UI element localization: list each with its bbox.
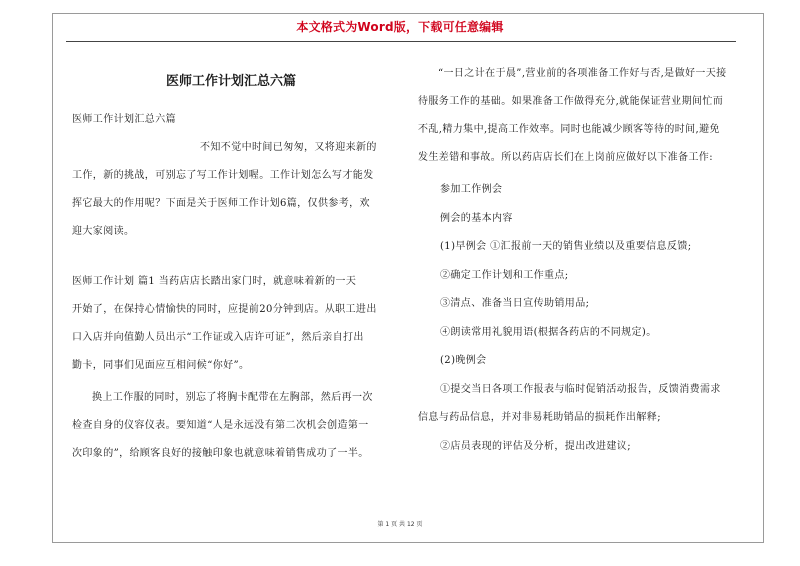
left-column [72, 64, 390, 468]
list-item: (1)早例会 ①汇报前一天的销售业绩以及重要信息反馈; [440, 241, 692, 252]
section2-line: 换上工作服的同时，别忘了将胸卡配带在左胸部，然后再一次 [92, 392, 373, 403]
list-block-line: 信息与药品信息，并对非易耗助销品的损耗作出解释; [418, 412, 661, 423]
list-item: ④朗读常用礼貌用语(根据各药店的不同规定)。 [440, 326, 657, 338]
right-para-line: “一日之计在于晨”,营业前的各项准备工作好与否,是做好一天接 [438, 68, 727, 79]
list-block [418, 376, 748, 433]
section2-line: 检查自身的仪容仪表。要知道“人是永远没有第二次机会创造第一 [72, 420, 369, 431]
document-title: 医师工作计划汇总六篇 [165, 74, 296, 89]
page-number: 第 1 页 共 12 页 [377, 521, 423, 528]
list-item: ③清点、准备当日宣传助销用品; [440, 298, 590, 309]
section-gap [72, 246, 390, 268]
list-item: 例会的基本内容 [440, 212, 513, 224]
intro-line: 不知不觉中时间已匆匆，又将迎来新的 [200, 142, 377, 153]
right-para-line: 待服务工作的基础。如果准备工作做得充分,就能保证营业期间忙而 [418, 96, 724, 107]
right-para-line: 发生差错和事故。所以药店店长们在上岗前应做好以下准备工作: [418, 152, 713, 163]
list-item: 参加工作例会 [440, 184, 503, 195]
list-item: ②店员表现的评估及分析，提出改进建议; [440, 440, 631, 452]
list-item: (2)晚例会 [440, 355, 487, 366]
section1-line: 医师工作计划 篇1 当药店店长踏出家门时，就意味着新的一天 [72, 276, 357, 287]
document-subtitle: 医师工作计划汇总六篇 [72, 114, 176, 125]
section1-line: 开始了，在保持心情愉快的同时，应提前20分钟到店。从职工进出 [72, 304, 377, 315]
section2-line: 次印象的”，给顾客良好的接触印象也就意味着销售成功了一半。 [72, 448, 369, 459]
right-column [418, 60, 748, 461]
intro-line: 挥它最大的作用呢？下面是关于医师工作计划6篇，仅供参考，欢 [72, 198, 370, 209]
intro-line: 工作，新的挑战，可别忘了写工作计划喔。工作计划怎么写才能发 [72, 170, 374, 181]
list-block-line: ①提交当日各项工作报表与临时促销活动报告，反馈消费需求 [440, 383, 721, 395]
section1-line: 勤卡，同事们见面应互相问候“你好”。 [72, 360, 250, 371]
list-item: ②确定工作计划和工作重点; [440, 269, 569, 281]
banner-divider [66, 41, 736, 42]
section1-line: 口入店并向值勤人员出示“工作证或入店许可证”，然后亲自打出 [72, 332, 364, 343]
format-banner: 本文格式为Word版，下载可任意编辑 [296, 20, 504, 34]
intro-line: 迎大家阅读。 [72, 226, 135, 237]
right-para-line: 不乱,精力集中,提高工作效率。同时也能减少顾客等待的时间,避免 [418, 124, 720, 135]
